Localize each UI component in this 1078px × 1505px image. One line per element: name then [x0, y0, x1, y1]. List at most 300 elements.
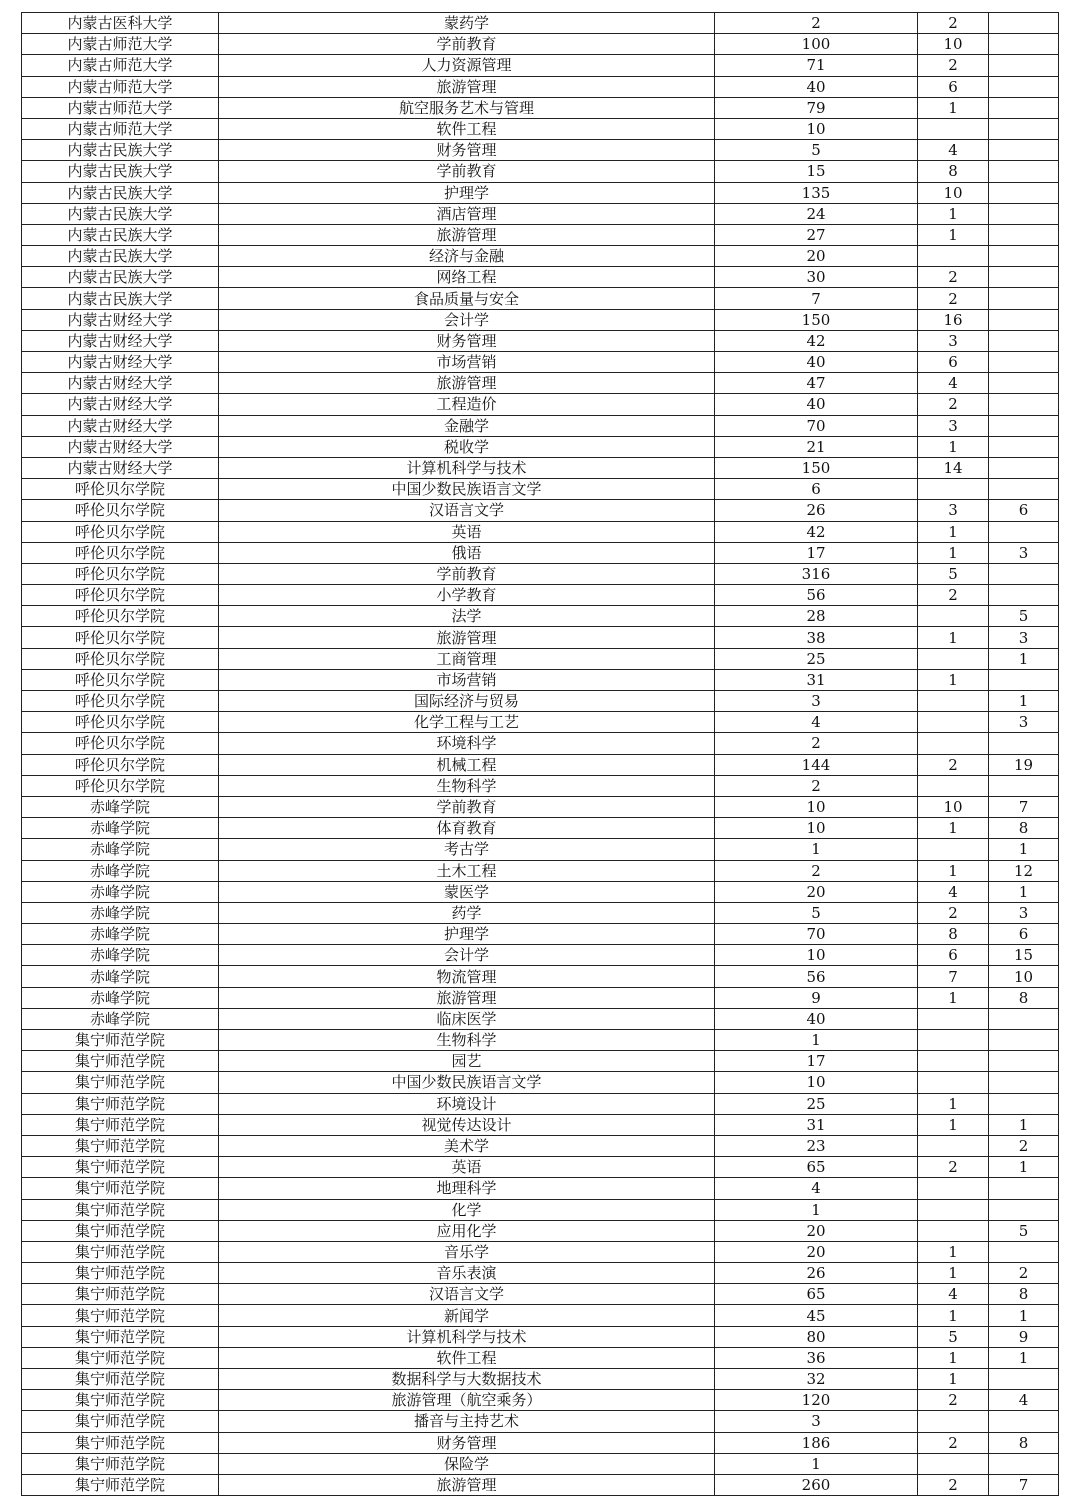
- count-a-cell: [918, 1453, 989, 1474]
- major-cell: 保险学: [219, 1453, 715, 1474]
- plan-cell: 40: [715, 352, 918, 373]
- table-row: [22, 733, 1059, 754]
- school-cell: 内蒙古师范大学: [22, 118, 219, 139]
- table-row: [22, 648, 1059, 669]
- count-b-cell: [989, 352, 1059, 373]
- table-row: [22, 1347, 1059, 1368]
- table-row: [22, 1199, 1059, 1220]
- school-cell: 内蒙古财经大学: [22, 436, 219, 457]
- table-row: [22, 415, 1059, 436]
- plan-cell: 20: [715, 246, 918, 267]
- plan-cell: 27: [715, 224, 918, 245]
- school-cell: 呼伦贝尔学院: [22, 627, 219, 648]
- school-cell: 内蒙古财经大学: [22, 373, 219, 394]
- plan-cell: 70: [715, 924, 918, 945]
- table-row: [22, 161, 1059, 182]
- table-row: [22, 1178, 1059, 1199]
- plan-cell: 79: [715, 97, 918, 118]
- school-cell: 赤峰学院: [22, 924, 219, 945]
- table-row: [22, 13, 1059, 34]
- school-cell: 内蒙古民族大学: [22, 288, 219, 309]
- table-row: [22, 818, 1059, 839]
- major-cell: 考古学: [219, 839, 715, 860]
- table-row: [22, 606, 1059, 627]
- school-cell: 赤峰学院: [22, 881, 219, 902]
- plan-cell: 42: [715, 521, 918, 542]
- table-row: [22, 542, 1059, 563]
- school-cell: 集宁师范学院: [22, 1178, 219, 1199]
- plan-cell: 1: [715, 1030, 918, 1051]
- plan-cell: 40: [715, 394, 918, 415]
- plan-cell: 2: [715, 860, 918, 881]
- count-b-cell: [989, 733, 1059, 754]
- school-cell: 集宁师范学院: [22, 1305, 219, 1326]
- count-a-cell: 1: [918, 669, 989, 690]
- count-b-cell: [989, 224, 1059, 245]
- count-a-cell: [918, 1220, 989, 1241]
- plan-cell: 32: [715, 1369, 918, 1390]
- plan-cell: 2: [715, 733, 918, 754]
- plan-cell: 1: [715, 1453, 918, 1474]
- plan-cell: 80: [715, 1326, 918, 1347]
- admission-table: [21, 12, 1059, 1496]
- major-cell: 地理科学: [219, 1178, 715, 1199]
- plan-cell: 42: [715, 330, 918, 351]
- plan-cell: 10: [715, 818, 918, 839]
- major-cell: 园艺: [219, 1051, 715, 1072]
- school-cell: 赤峰学院: [22, 839, 219, 860]
- school-cell: 集宁师范学院: [22, 1474, 219, 1495]
- school-cell: 呼伦贝尔学院: [22, 479, 219, 500]
- school-cell: 赤峰学院: [22, 860, 219, 881]
- major-cell: 环境设计: [219, 1093, 715, 1114]
- table-row: [22, 203, 1059, 224]
- table-row: [22, 754, 1059, 775]
- school-cell: 集宁师范学院: [22, 1135, 219, 1156]
- school-cell: 集宁师范学院: [22, 1263, 219, 1284]
- major-cell: 酒店管理: [219, 203, 715, 224]
- count-b-cell: [989, 585, 1059, 606]
- count-a-cell: [918, 246, 989, 267]
- count-a-cell: 1: [918, 1263, 989, 1284]
- major-cell: 物流管理: [219, 966, 715, 987]
- count-b-cell: [989, 288, 1059, 309]
- table-row: [22, 97, 1059, 118]
- plan-cell: 36: [715, 1347, 918, 1368]
- major-cell: 机械工程: [219, 754, 715, 775]
- count-a-cell: 16: [918, 309, 989, 330]
- table-body: [22, 13, 1059, 1496]
- school-cell: 集宁师范学院: [22, 1072, 219, 1093]
- count-a-cell: 1: [918, 860, 989, 881]
- count-b-cell: [989, 309, 1059, 330]
- school-cell: 呼伦贝尔学院: [22, 585, 219, 606]
- plan-cell: 30: [715, 267, 918, 288]
- count-b-cell: [989, 1178, 1059, 1199]
- school-cell: 集宁师范学院: [22, 1220, 219, 1241]
- major-cell: 国际经济与贸易: [219, 691, 715, 712]
- school-cell: 呼伦贝尔学院: [22, 733, 219, 754]
- table-row: [22, 945, 1059, 966]
- count-b-cell: 1: [989, 839, 1059, 860]
- table-row: [22, 1051, 1059, 1072]
- major-cell: 新闻学: [219, 1305, 715, 1326]
- school-cell: 呼伦贝尔学院: [22, 521, 219, 542]
- table-row: [22, 500, 1059, 521]
- count-b-cell: [989, 267, 1059, 288]
- major-cell: 药学: [219, 902, 715, 923]
- count-b-cell: 1: [989, 1157, 1059, 1178]
- plan-cell: 10: [715, 118, 918, 139]
- major-cell: 护理学: [219, 924, 715, 945]
- table-row: [22, 585, 1059, 606]
- count-b-cell: 6: [989, 924, 1059, 945]
- count-b-cell: 3: [989, 712, 1059, 733]
- count-b-cell: 10: [989, 966, 1059, 987]
- school-cell: 内蒙古民族大学: [22, 182, 219, 203]
- major-cell: 蒙药学: [219, 13, 715, 34]
- table-row: [22, 839, 1059, 860]
- plan-cell: 144: [715, 754, 918, 775]
- count-b-cell: [989, 415, 1059, 436]
- count-b-cell: [989, 1008, 1059, 1029]
- count-a-cell: [918, 733, 989, 754]
- major-cell: 化学: [219, 1199, 715, 1220]
- school-cell: 呼伦贝尔学院: [22, 648, 219, 669]
- table-row: [22, 330, 1059, 351]
- count-b-cell: 1: [989, 1114, 1059, 1135]
- school-cell: 赤峰学院: [22, 1008, 219, 1029]
- school-cell: 集宁师范学院: [22, 1157, 219, 1178]
- school-cell: 呼伦贝尔学院: [22, 775, 219, 796]
- major-cell: 市场营销: [219, 669, 715, 690]
- major-cell: 旅游管理: [219, 987, 715, 1008]
- school-cell: 集宁师范学院: [22, 1432, 219, 1453]
- count-b-cell: 7: [989, 1474, 1059, 1495]
- table-row: [22, 394, 1059, 415]
- count-a-cell: 2: [918, 585, 989, 606]
- major-cell: 学前教育: [219, 161, 715, 182]
- plan-cell: 7: [715, 288, 918, 309]
- count-a-cell: 1: [918, 1114, 989, 1135]
- plan-cell: 120: [715, 1390, 918, 1411]
- count-b-cell: [989, 330, 1059, 351]
- plan-cell: 21: [715, 436, 918, 457]
- count-a-cell: 2: [918, 754, 989, 775]
- count-b-cell: 8: [989, 1284, 1059, 1305]
- count-a-cell: 3: [918, 415, 989, 436]
- school-cell: 呼伦贝尔学院: [22, 500, 219, 521]
- major-cell: 美术学: [219, 1135, 715, 1156]
- count-a-cell: 1: [918, 1305, 989, 1326]
- count-a-cell: 8: [918, 924, 989, 945]
- count-b-cell: [989, 246, 1059, 267]
- count-a-cell: 4: [918, 881, 989, 902]
- table-row: [22, 563, 1059, 584]
- count-a-cell: 10: [918, 34, 989, 55]
- school-cell: 赤峰学院: [22, 945, 219, 966]
- table-row: [22, 76, 1059, 97]
- school-cell: 集宁师范学院: [22, 1326, 219, 1347]
- count-b-cell: 8: [989, 1432, 1059, 1453]
- count-b-cell: 2: [989, 1135, 1059, 1156]
- count-b-cell: 19: [989, 754, 1059, 775]
- plan-cell: 20: [715, 881, 918, 902]
- table-row: [22, 902, 1059, 923]
- count-b-cell: 6: [989, 500, 1059, 521]
- major-cell: 计算机科学与技术: [219, 1326, 715, 1347]
- count-a-cell: [918, 648, 989, 669]
- table-row: [22, 1284, 1059, 1305]
- table-row: [22, 182, 1059, 203]
- plan-cell: 135: [715, 182, 918, 203]
- plan-cell: 17: [715, 542, 918, 563]
- table-row: [22, 1326, 1059, 1347]
- major-cell: 工程造价: [219, 394, 715, 415]
- major-cell: 英语: [219, 521, 715, 542]
- count-a-cell: [918, 1008, 989, 1029]
- major-cell: 财务管理: [219, 1432, 715, 1453]
- major-cell: 护理学: [219, 182, 715, 203]
- table-row: [22, 224, 1059, 245]
- table-row: [22, 669, 1059, 690]
- count-a-cell: 5: [918, 563, 989, 584]
- count-a-cell: 1: [918, 818, 989, 839]
- count-a-cell: 2: [918, 1432, 989, 1453]
- count-b-cell: [989, 373, 1059, 394]
- major-cell: 生物科学: [219, 1030, 715, 1051]
- table-row: [22, 1008, 1059, 1029]
- count-a-cell: 1: [918, 627, 989, 648]
- plan-cell: 65: [715, 1284, 918, 1305]
- count-b-cell: [989, 118, 1059, 139]
- major-cell: 旅游管理: [219, 627, 715, 648]
- table-row: [22, 457, 1059, 478]
- major-cell: 汉语言文学: [219, 500, 715, 521]
- plan-cell: 38: [715, 627, 918, 648]
- count-b-cell: [989, 97, 1059, 118]
- table-row: [22, 140, 1059, 161]
- count-a-cell: 5: [918, 1326, 989, 1347]
- count-b-cell: [989, 1199, 1059, 1220]
- count-a-cell: [918, 1072, 989, 1093]
- school-cell: 内蒙古财经大学: [22, 457, 219, 478]
- school-cell: 赤峰学院: [22, 902, 219, 923]
- count-a-cell: 2: [918, 1390, 989, 1411]
- major-cell: 计算机科学与技术: [219, 457, 715, 478]
- table-row: [22, 1135, 1059, 1156]
- count-b-cell: 1: [989, 691, 1059, 712]
- count-b-cell: 2: [989, 1263, 1059, 1284]
- table-row: [22, 860, 1059, 881]
- major-cell: 学前教育: [219, 563, 715, 584]
- school-cell: 集宁师范学院: [22, 1114, 219, 1135]
- major-cell: 会计学: [219, 309, 715, 330]
- school-cell: 呼伦贝尔学院: [22, 669, 219, 690]
- count-b-cell: [989, 13, 1059, 34]
- plan-cell: 5: [715, 140, 918, 161]
- count-a-cell: 2: [918, 288, 989, 309]
- major-cell: 俄语: [219, 542, 715, 563]
- major-cell: 财务管理: [219, 330, 715, 351]
- count-a-cell: 2: [918, 55, 989, 76]
- table-row: [22, 1157, 1059, 1178]
- plan-cell: 56: [715, 585, 918, 606]
- table-row: [22, 436, 1059, 457]
- school-cell: 内蒙古财经大学: [22, 330, 219, 351]
- school-cell: 内蒙古财经大学: [22, 309, 219, 330]
- count-a-cell: 2: [918, 1157, 989, 1178]
- count-a-cell: 1: [918, 203, 989, 224]
- table-row: [22, 267, 1059, 288]
- plan-cell: 100: [715, 34, 918, 55]
- table-row: [22, 966, 1059, 987]
- plan-cell: 28: [715, 606, 918, 627]
- major-cell: 航空服务艺术与管理: [219, 97, 715, 118]
- count-b-cell: 4: [989, 1390, 1059, 1411]
- major-cell: 工商管理: [219, 648, 715, 669]
- count-a-cell: 8: [918, 161, 989, 182]
- count-b-cell: [989, 1369, 1059, 1390]
- table-row: [22, 1220, 1059, 1241]
- major-cell: 视觉传达设计: [219, 1114, 715, 1135]
- major-cell: 汉语言文学: [219, 1284, 715, 1305]
- major-cell: 人力资源管理: [219, 55, 715, 76]
- major-cell: 法学: [219, 606, 715, 627]
- count-a-cell: 3: [918, 500, 989, 521]
- school-cell: 集宁师范学院: [22, 1030, 219, 1051]
- major-cell: 数据科学与大数据技术: [219, 1369, 715, 1390]
- major-cell: 学前教育: [219, 34, 715, 55]
- count-a-cell: 4: [918, 373, 989, 394]
- major-cell: 土木工程: [219, 860, 715, 881]
- count-a-cell: 1: [918, 224, 989, 245]
- school-cell: 集宁师范学院: [22, 1369, 219, 1390]
- school-cell: 赤峰学院: [22, 818, 219, 839]
- table-row: [22, 987, 1059, 1008]
- count-b-cell: [989, 76, 1059, 97]
- major-cell: 旅游管理: [219, 76, 715, 97]
- school-cell: 内蒙古民族大学: [22, 161, 219, 182]
- table-row: [22, 1432, 1059, 1453]
- table-row: [22, 881, 1059, 902]
- plan-cell: 31: [715, 669, 918, 690]
- plan-cell: 25: [715, 1093, 918, 1114]
- table-row: [22, 1474, 1059, 1495]
- count-a-cell: [918, 1051, 989, 1072]
- school-cell: 内蒙古财经大学: [22, 352, 219, 373]
- major-cell: 旅游管理: [219, 1474, 715, 1495]
- count-b-cell: [989, 479, 1059, 500]
- table-row: [22, 118, 1059, 139]
- plan-cell: 15: [715, 161, 918, 182]
- count-a-cell: 1: [918, 1347, 989, 1368]
- count-b-cell: [989, 775, 1059, 796]
- school-cell: 内蒙古民族大学: [22, 246, 219, 267]
- school-cell: 内蒙古医科大学: [22, 13, 219, 34]
- plan-cell: 65: [715, 1157, 918, 1178]
- plan-cell: 45: [715, 1305, 918, 1326]
- count-b-cell: 8: [989, 818, 1059, 839]
- major-cell: 生物科学: [219, 775, 715, 796]
- plan-cell: 25: [715, 648, 918, 669]
- count-b-cell: 3: [989, 627, 1059, 648]
- school-cell: 集宁师范学院: [22, 1051, 219, 1072]
- count-b-cell: 1: [989, 1305, 1059, 1326]
- major-cell: 网络工程: [219, 267, 715, 288]
- table-row: [22, 1093, 1059, 1114]
- major-cell: 软件工程: [219, 1347, 715, 1368]
- plan-cell: 3: [715, 691, 918, 712]
- table-row: [22, 1390, 1059, 1411]
- table-row: [22, 309, 1059, 330]
- school-cell: 内蒙古财经大学: [22, 394, 219, 415]
- plan-cell: 47: [715, 373, 918, 394]
- plan-cell: 20: [715, 1220, 918, 1241]
- count-b-cell: 1: [989, 1347, 1059, 1368]
- count-b-cell: [989, 203, 1059, 224]
- plan-cell: 26: [715, 500, 918, 521]
- count-a-cell: [918, 1199, 989, 1220]
- count-b-cell: [989, 1241, 1059, 1262]
- table-row: [22, 479, 1059, 500]
- major-cell: 经济与金融: [219, 246, 715, 267]
- count-b-cell: [989, 563, 1059, 584]
- count-a-cell: 10: [918, 182, 989, 203]
- plan-cell: 186: [715, 1432, 918, 1453]
- table-row: [22, 34, 1059, 55]
- count-a-cell: 14: [918, 457, 989, 478]
- table-row: [22, 373, 1059, 394]
- count-b-cell: [989, 1051, 1059, 1072]
- count-a-cell: 1: [918, 542, 989, 563]
- plan-cell: 6: [715, 479, 918, 500]
- table-row: [22, 627, 1059, 648]
- count-b-cell: [989, 55, 1059, 76]
- table-row: [22, 352, 1059, 373]
- school-cell: 集宁师范学院: [22, 1284, 219, 1305]
- table-row: [22, 1263, 1059, 1284]
- plan-cell: 40: [715, 76, 918, 97]
- count-a-cell: [918, 775, 989, 796]
- plan-cell: 20: [715, 1241, 918, 1262]
- major-cell: 旅游管理: [219, 224, 715, 245]
- plan-cell: 10: [715, 1072, 918, 1093]
- plan-cell: 316: [715, 563, 918, 584]
- count-a-cell: [918, 1135, 989, 1156]
- count-b-cell: [989, 394, 1059, 415]
- major-cell: 中国少数民族语言文学: [219, 479, 715, 500]
- count-b-cell: 5: [989, 1220, 1059, 1241]
- count-b-cell: 7: [989, 796, 1059, 817]
- count-a-cell: [918, 606, 989, 627]
- major-cell: 税收学: [219, 436, 715, 457]
- major-cell: 食品质量与安全: [219, 288, 715, 309]
- major-cell: 市场营销: [219, 352, 715, 373]
- count-b-cell: [989, 182, 1059, 203]
- table-row: [22, 1114, 1059, 1135]
- table-row: [22, 924, 1059, 945]
- school-cell: 赤峰学院: [22, 966, 219, 987]
- school-cell: 内蒙古师范大学: [22, 97, 219, 118]
- plan-cell: 4: [715, 712, 918, 733]
- count-a-cell: 1: [918, 1093, 989, 1114]
- table-row: [22, 521, 1059, 542]
- school-cell: 内蒙古师范大学: [22, 34, 219, 55]
- table-row: [22, 796, 1059, 817]
- count-b-cell: [989, 1453, 1059, 1474]
- plan-cell: 260: [715, 1474, 918, 1495]
